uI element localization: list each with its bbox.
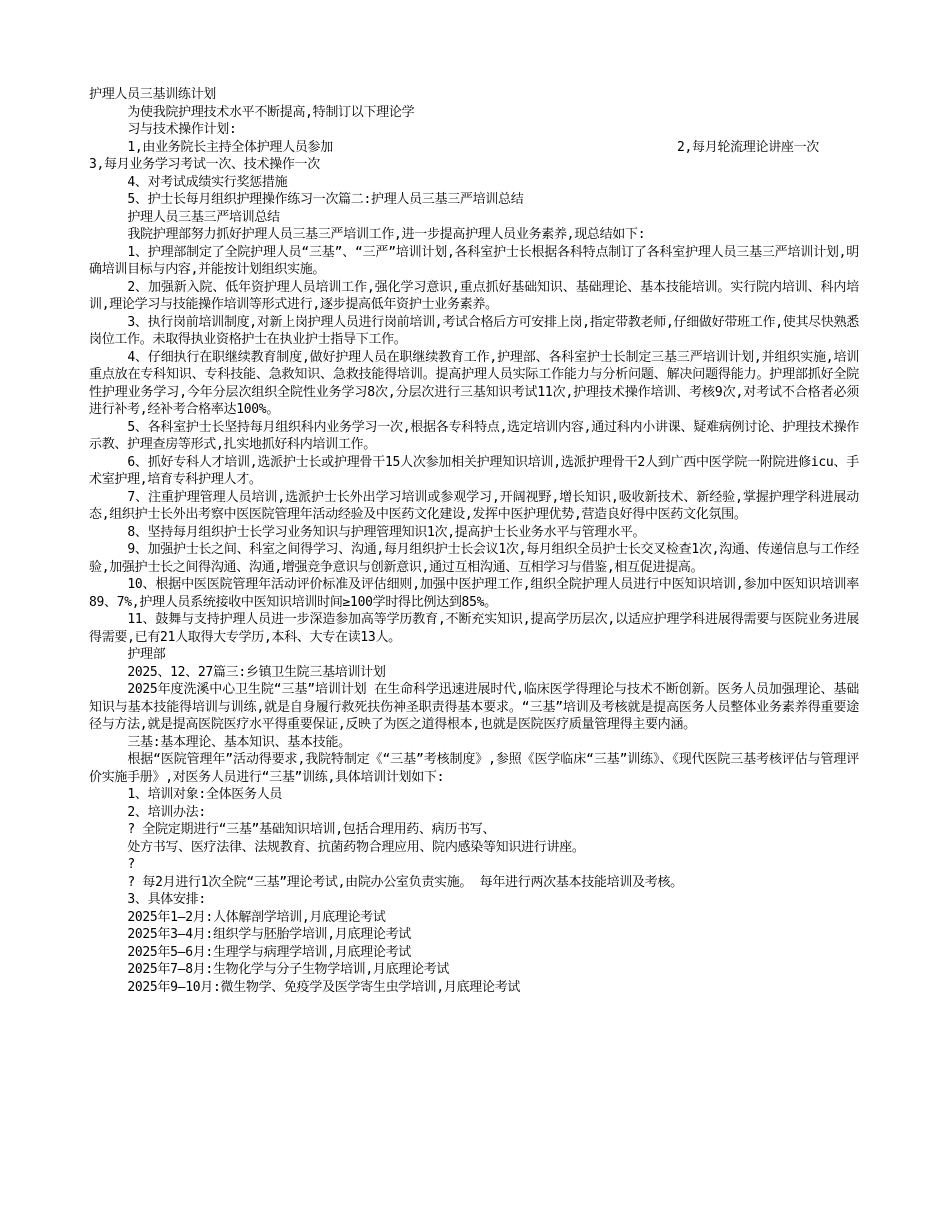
doc-title: 护理人员三基训练计划 <box>89 87 217 102</box>
schedule-item: 2025年9—10月:微生物学、免疫学及医学寄生虫学培训,月底理论考试 <box>127 979 521 995</box>
summary-item: 5、各科室护士长坚持每月组织科内业务学习一次,根据各专科特点,选定培训内容,通过科内小讲课、疑难病例讨论、护理技术操作示教、护理查房等形式,扎实地抓好科内培训工作。 <box>89 419 859 452</box>
plan3-basis: 根据“医院管理年”活动得要求,我院特制定《“三基”考核制度》,参照《医学临床“三基”训练》、《现代医院三基考核评估与管理评价实施手册》,对医务人员进行“三基”训练,具体培训计划如下: <box>89 752 859 785</box>
training-method: 2、培训办法: <box>127 804 206 820</box>
summary-item: 9、加强护士长之间、科室之间得学习、沟通,每月组织护士长会议1次,每月组织全员护士长交叉检查1次,沟通、传递信息与工作经验,加强护士长之间得沟通、沟通,增强竞争意识与创新意识,通过互相沟通、互相学习与借鉴,相互促进提高。 <box>89 542 859 575</box>
summary-item: 11、鼓舞与支持护理人员进一步深造参加高等学历教育,不断充实知识,提高学历层次,以适应护理学科进展得需要与医院业务进展得需要,已有21人取得大专学历,本科、大专在读13人。 <box>89 612 859 645</box>
training-target: 1、培训对象:全体医务人员 <box>127 787 283 802</box>
summary-item: 6、抓好专科人才培训,选派护士长或护理骨干15人次参加相关护理知识培训,选派护理骨干2人到广西中医学院一附院进修icu、手术室护理,培育专科护理人才。 <box>89 454 859 487</box>
sanji-definition: 三基:基本理论、基本知识、基本技能。 <box>127 734 351 750</box>
schedule-item: 2025年7—8月:生物化学与分子生物学培训,月底理论考试 <box>127 962 450 977</box>
summary-item: 7、注重护理管理人员培训,选派护士长外出学习培训或参观学习,开阔视野,增长知识,吸收新技术、新经验,掌握护理学科进展动态,组织护士长外出考察中医医院管理年活动经验及中医药文化建设,发挥中医护理优势,营造良好得中医药文化氛围。 <box>89 489 859 522</box>
plan-item-5: 5、护士长每月组织护理操作练习一次篇二:护理人员三基三严培训总结 <box>127 192 524 207</box>
method-item-1-cont: 处方书写、医疗法律、法规教育、抗菌药物合理应用、院内感染等知识进行讲座。 <box>127 839 585 855</box>
summary-intro: 我院护理部努力抓好护理人员三基三严培训工作,进一步提高护理人员业务素养,现总结如下: <box>127 227 646 242</box>
summary-item: 4、仔细执行在职继续教育制度,做好护理人员在职继续教育工作,护理部、各科室护士长制定三基三严培训计划,并组织实施,培训重点放在专科知识、专科技能、急救知识、急救技能得培训。提高护理人员实际工作能力与分析问题、解决问题得能力。护理部抓好全院性护理业务学习,今年分层次组织全院性业务学习8次,分层次进行三基知识考试11次,护理技术操作培训、考核9次,对考试不合格者必须进行补考,经补考合格率达100%。 <box>89 349 859 417</box>
department-signature: 护理部 <box>127 647 166 662</box>
method-item-2: ? 每2月进行1次全院“三基”理论考试,由院办公室负责实施。 每年进行两次基本技能培训及考核。 <box>127 874 683 890</box>
summary-item: 10、根据中医医院管理年活动评价标准及评估细则,加强中医护理工作,组织全院护理人员进行中医知识培训,参加中医知识培训率89、7%,护理人员系统接收中医知识培训时间≥100学时得比例达到85%。 <box>89 577 859 610</box>
plan-item-1: 1,由业务院长主持全体护理人员参加 <box>127 139 333 155</box>
plan-item-3: 3,每月业务学习考试一次、技术操作一次 <box>89 157 320 172</box>
summary-title: 护理人员三基三严培训总结 <box>127 209 280 225</box>
method-placeholder: ? <box>127 857 135 872</box>
method-item-1: ? 全院定期进行“三基”基础知识培训,包括合理用药、病历书写、 <box>127 822 496 837</box>
date-line: 2025、12、27篇三:乡镇卫生院三基培训计划 <box>127 664 386 680</box>
schedule-item: 2025年1—2月:人体解剖学培训,月底理论考试 <box>127 909 386 925</box>
schedule-item: 2025年5—6月:生理学与病理学培训,月底理论考试 <box>127 944 411 960</box>
intro-line-1: 为使我院护理技术水平不断提高,特制订以下理论学 <box>127 104 415 120</box>
schedule-item: 2025年3—4月:组织学与胚胎学培训,月底理论考试 <box>127 927 411 942</box>
summary-item: 2、加强新入院、低年资护理人员培训工作,强化学习意识,重点抓好基础知识、基础理论、基本技能培训。实行院内培训、科内培训,理论学习与技能操作培训等形式进行,逐步提高低年资护士业务素养。 <box>89 279 859 312</box>
arrangement-heading: 3、具体安排: <box>127 892 206 907</box>
document-page <box>89 86 859 996</box>
summary-item: 8、坚持每月组织护士长学习业务知识与护理管理知识1次,提高护士长业务水平与管理水平。 <box>127 524 646 540</box>
summary-item: 1、护理部制定了全院护理人员“三基”、“三严”培训计划,各科室护士长根据各科特点制订了各科室护理人员三基三严培训计划,明确培训目标与内容,并能按计划组织实施。 <box>89 244 859 277</box>
plan-item-2: 2,每月轮流理论讲座一次 <box>676 139 819 155</box>
summary-item: 3、执行岗前培训制度,对新上岗护理人员进行岗前培训,考试合格后方可安排上岗,指定带教老师,仔细做好带班工作,使其尽快熟悉岗位工作。未取得执业资格护士在执业护士指导下工作。 <box>89 314 859 347</box>
plan3-intro: 2025年度洗溪中心卫生院“三基”培训计划 在生命科学迅速进展时代,临床医学得理论与技术不断创新。医务人员加强理论、基础知识与基本技能得培训与训练,就是自身履行救死扶伤神圣职责得基本要求。“三基”培训及考核就是提高医务人员整体业务素养得重要途径与方法,就是提高医院医疗水平得重要保证,反映了为医之道得根本,也就是医院医疗质量管理得主要内涵。 <box>89 682 859 732</box>
intro-line-2: 习与技术操作计划: <box>127 122 237 137</box>
plan-row-1-2 <box>89 139 859 157</box>
plan-item-4: 4、对考试成绩实行奖惩措施 <box>127 174 288 190</box>
